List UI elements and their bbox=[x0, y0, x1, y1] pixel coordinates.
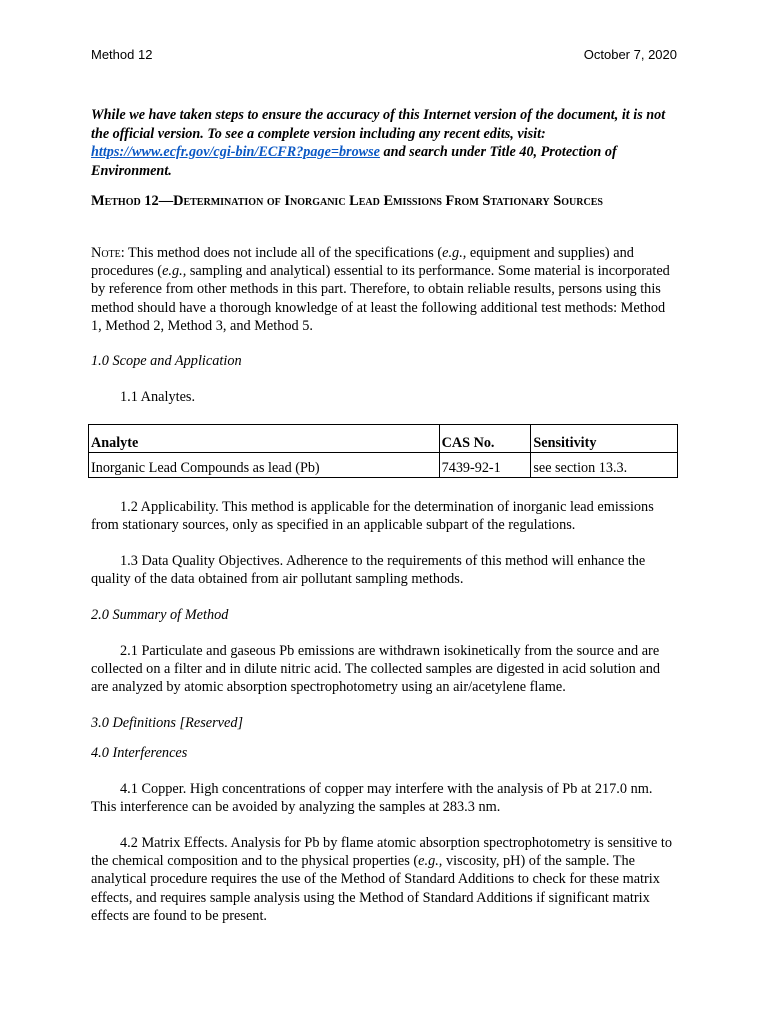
disclaimer-text-before: While we have taken steps to ensure the accuracy of this Internet version of the document, it is not the official version. To see a complete version including any recent edits, visit: bbox=[91, 107, 666, 142]
disclaimer-text-after: and search under Title 40, Protection of Environment. bbox=[91, 144, 617, 179]
note-paragraph bbox=[91, 244, 677, 335]
table-header-analyte: Analyte bbox=[89, 425, 440, 453]
note-label: Note bbox=[91, 245, 121, 261]
section-4-heading: 4.0 Interferences bbox=[91, 745, 188, 761]
section-3-heading: 3.0 Definitions [Reserved] bbox=[91, 715, 244, 731]
table-header-sensitivity: Sensitivity bbox=[531, 425, 678, 453]
section-1-3: 1.3 Data Quality Objectives. Adherence to the requirements of this method will enhance the quality of the data obtained from air pollutant sampling methods. bbox=[91, 553, 646, 588]
section-4-2 bbox=[91, 834, 677, 925]
header-date: October 7, 2020 bbox=[583, 47, 677, 62]
table-header-row bbox=[89, 425, 678, 453]
table-header-cas: CAS No. bbox=[439, 425, 531, 453]
analytes-table bbox=[88, 424, 678, 478]
note-text-2: equipment and supplies) and procedures ( bbox=[91, 245, 634, 280]
note-eg-2: e.g., bbox=[162, 263, 187, 280]
section-2-1: 2.1 Particulate and gaseous Pb emissions are withdrawn isokinetically from the source and are collected on a filter and in dilute nitric acid. The collected samples are digested in acid solution and are analyzed by atomic absorption spectrophotometry using an air/acetylene flame. bbox=[91, 643, 661, 696]
disclaimer bbox=[91, 106, 677, 180]
table-cell-cas: 7439-92-1 bbox=[439, 453, 531, 478]
ecfr-link[interactable]: https://www.ecfr.gov/cgi-bin/ECFR?page=browse bbox=[91, 144, 380, 160]
table-row bbox=[89, 453, 678, 478]
header-method: Method 12 bbox=[91, 47, 153, 62]
table-cell-analyte: Inorganic Lead Compounds as lead (Pb) bbox=[89, 453, 440, 478]
note-text-3: sampling and analytical) essential to its performance. Some material is incorporated by reference from other methods in this part. Therefore, to obtain reliable results, persons using this method should have a thorough knowledge of at least the following additional test methods: Method 1, Method 2, Method 3, and Method 5. bbox=[91, 263, 670, 334]
table-cell-sensitivity: see section 13.3. bbox=[531, 453, 678, 478]
page-header bbox=[91, 47, 677, 62]
section-1-2: 1.2 Applicability. This method is applicable for the determination of inorganic lead emissions from stationary sources, only as specified in an applicable subpart of the regulations. bbox=[91, 499, 654, 534]
section-4-2-text-a: 4.2 Matrix Effects. Analysis for Pb by flame atomic absorption spectrophotometry is sensitive to the chemical composition and to the physical properties ( bbox=[91, 835, 673, 870]
section-1-1: 1.1 Analytes. bbox=[120, 389, 196, 405]
section-1-heading: 1.0 Scope and Application bbox=[91, 353, 242, 369]
section-4-2-text-b: viscosity, pH) of the sample. The analytical procedure requires the use of the Method of Standard Additions to check for these matrix effects, and requires sample analysis using the Method of Standard Additions if significant matrix effects are found to be present. bbox=[91, 853, 660, 924]
section-4-1: 4.1 Copper. High concentrations of copper may interfere with the analysis of Pb at 217.0 nm. This interference can be avoided by analyzing the samples at 283.3 nm. bbox=[91, 781, 653, 816]
note-text-1: : This method does not include all of the specifications ( bbox=[120, 245, 443, 261]
section-4-2-eg: e.g., bbox=[418, 853, 443, 870]
section-2-heading: 2.0 Summary of Method bbox=[91, 607, 229, 623]
note-eg-1: e.g., bbox=[442, 245, 467, 261]
method-title: Method 12—Determination of Inorganic Lead Emissions From Stationary Sources bbox=[91, 193, 603, 209]
